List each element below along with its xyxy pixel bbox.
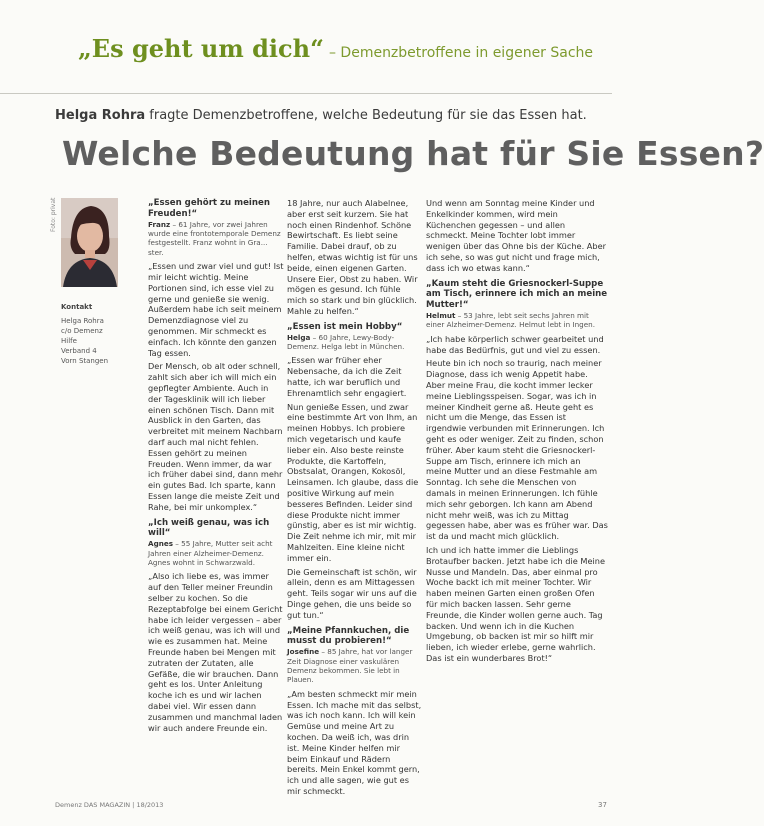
person-description: – 61 Jahre, vor zwei Jahren wurde eine frontotemporale Demenz festgestellt. Franz wohnt in Gra... ster. (148, 219, 281, 257)
paragraph: Der Mensch, ob alt oder schnell, zahlt sich aber ich will mich ein gepflegter Ambiente. Auch in der Tagesklinik will ich lieber einen schönen Tisch. Dann mit Ausblick in den Garten, das verbreitet mit meinem Nachbarn darf auch mal nicht fehlen. Essen gehört zu meinen Freuden. Wenn immer, da war ich früher dabei sind, dann mehr ein gutes Bad. Ich sparte, kann Essen lange die meiste Zeit und Rahe, bei mir unkomplex.“ (148, 361, 283, 512)
article-column-3 (426, 198, 608, 798)
kicker-title (78, 34, 612, 63)
paragraph: „Also ich liebe es, was immer auf den Teller meiner Freundin selber zu kochen. So die Rezeptabfolge bei einem Gericht habe ich leider vergessen – aber ich weiß genau, was ich will und wie es zusammen hat. Meine Freunde haben bei Mengen mit zutraten der Zutaten, alle Gefäße, die wir brauchen. Dann geht es los. Unter Anleitung koche ich es und wir lachen dabei viel. Wir essen dann zusammen und manchmal laden wir auch andere Freunde ein. (148, 571, 283, 733)
person-description: – 55 Jahre, Mutter seit acht Jahren einer Alzheimer-Demenz. Agnes wohnt in Schwarzwald. (148, 539, 273, 567)
section-heading: „Meine Pfannkuchen, die musst du probieren!“ (287, 625, 410, 647)
article-column-2 (287, 198, 423, 798)
person-description: – 60 Jahre, Lewy-Body-Demenz. Helga lebt in München. (287, 332, 405, 351)
person-description: – 53 Jahre, lebt seit sechs Jahren mit einer Alzheimer-Demenz. Helmut lebt in Ingen. (426, 310, 595, 330)
page-number: 37 (598, 801, 607, 809)
contact-heading: Kontakt (61, 303, 93, 311)
person-intro (426, 311, 608, 330)
paragraph: Heute bin ich noch so traurig, nach meiner Diagnose, dass ich wenig Appetit habe. Aber meine Frau, die kocht immer lecker meine Lieblingsspeisen. Sogar, was ich in meiner Kindheit gerne aß. Heute geht es nicht um die Menge, das Essen ist irgendwie verbunden mit Erinnerungen. Ich geht es oder weniger. Zeit zu finden, schon früher. Aber kaum steht die Griesnockerl-Suppe am Tisch, erinnere ich mich an meine Mutter und an diese Festmahle am Sonntag. Ich sehe die Menschen von damals in meinen Erinnerungen. Ich fühle mich sehr geborgen. Ich kann am Abend nicht mehr weiß, was ich zu Mittag gegessen habe, aber was es früher war. Das ist da und macht mich glücklich. (426, 358, 608, 542)
person-intro (148, 539, 284, 567)
portrait-photo (61, 198, 118, 287)
paragraph: „Essen war früher eher Nebensache, da ich die Zeit hatte, ich war beruflich und Ehrenamtlich sehr engagiert. (287, 355, 407, 398)
contact-line: c/o Demenz (61, 327, 103, 335)
kicker-quote: „Es geht um dich“ (78, 34, 324, 63)
intro-author: Helga Rohra (55, 108, 146, 123)
section-heading: „Ich weiß genau, was ich will“ (148, 517, 270, 539)
contact-line: Verband 4 (61, 347, 97, 355)
paragraph: Und wenn am Sonntag meine Kinder und Enkelkinder kommen, wird mein Küchenchen gegessen – und allen schmeckt. Meine Tochter lobt immer wenigen über das Ohne bis der Küche. Aber ich sehe, so was gut nicht und frage mich, dass ich wo etwas kann.“ (426, 198, 606, 273)
paragraph: 18 Jahre, nur auch Alabelnee, aber erst seit kurzem. Sie hat noch einen Rindenhof. Schöne Bewirtschaft. Es liebt seine Familie. Dabei drauf, ob zu helfen, etwas wichtig ist für uns beide, einen eigenen Garten. Unsere Eier, Obst zu haben. Wir mögen es gesund. Ich fühle mich so stark und bin glücklich. Mahle zu helfen.“ (287, 198, 418, 316)
person-intro (148, 220, 284, 258)
person-name: Helga (287, 332, 311, 342)
person-name: Agnes (148, 539, 173, 549)
person-name: Helmut (426, 310, 456, 320)
person-intro (287, 333, 423, 352)
person-description: – 85 Jahre, hat vor langer Zeit Diagnose einer vaskulären Demenz bekommen. Sie lebt in Plauen. (287, 647, 413, 685)
paragraph: Nun genieße Essen, und zwar eine bestimmte Art von Ihm, an meinen Hobbys. Ich probiere mich vegetarisch und kaufe lieber ein. Also beste reinste Produkte, die Kartoffeln, Obstsalat, Orangen, Kokosöl, Leinsamen. Ich glaube, dass die positive Wirkung auf mein besseres Befinden. Leider sind diese Produkte nicht immer günstig, aber es ist mir wichtig. Die Zeit nehme ich mir, mit mir Mahlzeiten. Eine kleine nicht immer ein. (287, 401, 419, 563)
headline: Welche Bedeutung hat für Sie Essen? (62, 134, 764, 173)
paragraph: Die Gemeinschaft ist schön, wir allein, denn es am Mittagessen geht. Teils sogar wir uns auf die Dinge gehen, die uns beide so gut tun.“ (287, 566, 417, 620)
intro-text: fragte Demenzbetroffene, welche Bedeutung für sie das Essen hat. (145, 108, 587, 123)
paragraph: „Ich habe körperlich schwer gearbeitet und habe das Bedürfnis, gut und viel zu essen. (426, 333, 604, 355)
contact-line: Vorn Stangen (61, 357, 109, 365)
kicker-subline: – Demenzbetroffene in eigener Sache (328, 45, 594, 61)
person-name: Josefine (287, 647, 320, 657)
portrait-image (61, 198, 118, 287)
paragraph: Ich und ich hatte immer die Lieblings Brotaufber backen. Jetzt habe ich die Meine Nusse und Mandeln. Das, aber einmal pro Woche backt ich mit meiner Tochter. Wir haben meinen Garten einen großen Ofen für mich backen lassen. Sehr gerne Freunde, die Kinder wollen gerne auch. Tag backen. Und wenn ich in die Kuchen Umgebung, ob backen ist mir so hilft mir lieben, ich wieder erlebe, gerne wahrlich. Das ist ein wunderbares Brot!“ (426, 544, 606, 663)
intro-line (55, 108, 587, 123)
contact-line: Hilfe (61, 337, 77, 345)
contact-box (61, 302, 143, 366)
section-heading: „Kaum steht die Griesnockerl-Suppe am Tisch, erinnere ich mich an meine Mutter!“ (426, 278, 608, 311)
contact-line: Helga Rohra (61, 317, 104, 325)
paragraph: „Am besten schmeckt mir mein Essen. Ich mache mit das selbst, was ich noch kann. Ich will kein Gemüse und meine Art zu kochen. Da weiß ich, was drin ist. Meine Kinder helfen mir beim Einkauf und Rädern bereits. Mein Enkel kommt gern, ich und alle sagen, wie gut es mir schmeckt. (287, 688, 422, 796)
header-divider (0, 93, 612, 94)
section-heading: „Essen ist mein Hobby“ (287, 321, 403, 332)
paragraph: „Essen und zwar viel und gut! Ist mir leicht wichtig. Meine Portionen sind, ich esse viel zu gerne und genieße sie wenig. Außerdem habe ich seit meinem Demenzdiagnose viel zu genommen. Mir schmeckt es einfach. Ich könnte den ganzen Tag essen. (148, 261, 284, 358)
person-name: Franz (148, 219, 171, 229)
person-intro (287, 647, 423, 685)
footer-publication: Demenz DAS MAGAZIN | 18/2013 (55, 801, 164, 809)
photo-credit: Foto: privat (50, 197, 57, 232)
article-column-1 (148, 198, 284, 798)
section-heading: „Essen gehört zu meinen Freuden!“ (148, 198, 270, 219)
